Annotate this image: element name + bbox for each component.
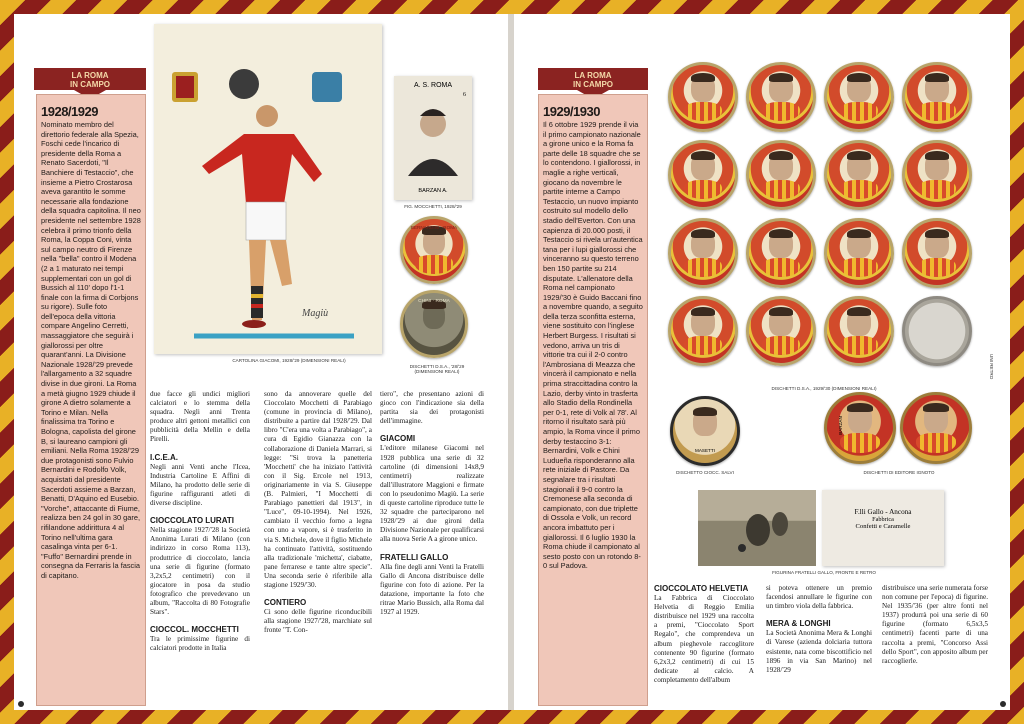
article-column-3	[380, 390, 484, 623]
disc-label: CHINI · ROMA	[418, 299, 450, 304]
dsa-disc	[668, 218, 738, 288]
dsa-disc	[824, 140, 894, 210]
sidebar-text: Il 6 ottobre 1929 prende il via il primo campionato nazionale a girone unico e la Roma fa parte delle 18 squadre che se lo contendono. I giallorossi, in maglie a righe verticali, giocano da novembre le partite interne a Campo Testaccio, un nuovo impianto costruito sul modello dello stadio dell'Everton. Con una capienza di 20.000 posti, il Testaccio si rivela un'autentica tana per i lupi giallorossi che vinceranno su questo terreno ben 150 partite su 214 disputate. L'allenatore della Roma nel campionato 1929/'30 è Guido Baccani fino a novembre quando, a seguito della terza sconfitta esterna, viene sostituito con l'inglese Herbert Burgess. I risultati si vedono, arriva un tris di vittorie tra cui il 2-0 contro l'Ambrosiana di Meazza che vincerà il campionato e nella prima straccittadina contro la Lazio, derby vinto in trasferta allo Stadio della Rondinella per 0-1, rete di Volk al 78'. Al ritorno il risultato sarà più ampio, la Roma vince il primo derby testaccino 3-1: Bernardini, Volk e Chini Ludueña risponderanno alla rete iniziale di Pastore. Da segnalare tra i risultati stagionali il 9-0 contro la Cremonese alla seconda di campionato, con due triplette di Ossola e Volk, un record ancora imbattuto per i giallorossi. Il 6 luglio 1930 la Roma chiude il campionato al sesto posto con un rotondo 8-0 sul Padova.	[543, 120, 643, 571]
section-banner-left	[34, 68, 146, 90]
disc-bernardini	[400, 216, 468, 284]
dsa-disc	[902, 296, 972, 366]
banner-line-2: IN CAMPO	[573, 80, 613, 89]
caption-dischetti-line1: DISCHETTI D.S.A., '28/'29	[409, 364, 465, 369]
banner-line-2: IN CAMPO	[70, 80, 110, 89]
caption-dischetti-dsa: DISCHETTI D.S.A., 1929/'30 (DIMENSIONI REALI)	[771, 386, 877, 391]
heading-lurati: CIOCCOLATO LURATI	[150, 516, 234, 526]
text-premio: si poteva ottenere un premio facendosi annullare le figurine con un timbro viola della fabbrica.	[766, 584, 872, 611]
heading-helvetia: CIOCCOLATO HELVETIA	[654, 584, 749, 593]
disc-ignoto-1	[824, 392, 896, 464]
dsa-disc	[824, 62, 894, 132]
text-icea: Negli anni Venti anche l'Icea, Industria Cartoline E Affini di Milano, ha prodotto delle serie di figurine raffiguranti atleti di diverse discipline.	[150, 462, 250, 508]
dsa-disc	[902, 218, 972, 288]
heading-mera-longhi: MERA & LONGHI	[766, 619, 831, 629]
dsa-disc	[668, 62, 738, 132]
sidebar-text: Nominato membro del direttorio federale alla Spezia, Foschi cede l'incarico di presidente della Roma a Renato Sacerdoti, "Il Banchiere di Testaccio", che insieme a Pietro Crostarosa aveva garantito le somme necessarie alla fondazione della squadra capitolina. Il neo presidente nel settembre 1928 celebra il primo trionfo della Roma, la Coppa Coni, vinta sul campo neutro di Firenze nella "bella" contro il Modena (2 a 1 maturato nei tempi supplementari con un gol di Bussich al 110' dopo l'1-1 finale con la firma di Corbjons su rigore). Sulle foto dell'epoca della vittoria compare Angelino Cerretti, massaggiatore che seguirà i giallorossi per oltre quarant'anni. La Divisione Nazionale 1928/'29 prevede l'allargamento a 32 squadre divise in due gironi. La Roma a metà giugno 1929 chiude il girone A dietro solamente a Torino e Milan. Nella finalissima tra Torino e Bologna, capolista del girone B, si laureano campioni gli emiliani. Nella Roma 1928/'29 due protagonisti sono Fulvio Bernardini e Rodolfo Volk, acquistati dal presidente Sacerdoti assieme a Barzan, Benatti, D'Aquino ed Eusebio. "Vorche", attaccante di Fiume, realizza ben 24 gol in 30 gare, rifilandone addirittura 4 al Torino nell'ultima gara casalinga vinta per 6-1. "Fuffo" Bernardini prende in consegna da Ferraris la fascia di capitano.	[41, 120, 141, 580]
season-year: 1928/1929	[41, 104, 98, 119]
dsa-disc	[746, 218, 816, 288]
banner-line-1: LA ROMA	[71, 71, 109, 80]
player-portrait	[394, 76, 472, 200]
disc-salvi	[670, 396, 740, 466]
back-line-1: F.lli Gallo - Ancona	[854, 508, 912, 516]
heading-icea: I.C.E.A.	[150, 452, 179, 462]
text-giacomi: L'editore milanese Giacomi nel 1928 pubblica una serie di 32 cartoline (di dimensioni 14x8,9 centimetri) realizzate dall'illustratore Maggioni e firmate con lo pseudonimo Magiù. La serie di queste cartoline riproduce tutte le 32 squadre che parteciparono nel 1928/'29 ai due gironi della Divisione Nazionale per qualificarsi alla nuova Serie A a girone unico.	[380, 444, 484, 544]
caption-giacomi: CARTOLINA GIACOMI, 1928/'29 (DIMENSIONI REALI)	[232, 358, 346, 363]
section-banner-right	[538, 68, 648, 90]
disc-label: BARZAN	[837, 416, 843, 435]
text-mocchetti: Tra le primissime figurine di calciatori prodotte in Italia	[150, 635, 250, 653]
dsa-disc	[746, 296, 816, 366]
dsa-disc	[824, 296, 894, 366]
article-column-helvetia	[654, 584, 754, 691]
col2-text: sono da annoverare quelle del Cioccolato Mocchetti di Parabiago (comune in provincia di Milano), distribuite a partire dal 1928/'29. Dal libro "C'era una volta a Parabiago", a cura di Egidio Gianazza con la collaborazione di Daniela Marrari, si legge: "Si trova la panetteria 'Mocchetti' che ha iniziato l'attività con il Sig. Ercole nel 1913, originariamente in via S. Giuseppe (B. Palmieri, "I Mocchetti di Parabiago panettieri dal 1913", in "Luce", 09-10-1994). Nel 1926, cambiato il vecchio forno a legna con uno a vapore, si è trasferito in via S. Michele, dove il figlio Michele ha continuato l'attività, sostituendo alla tradizionale 'michetta', ciabatte, pane ferrarese e tante altre specie". Una seconda serie è riferibile alla stagione 1929/'30.	[264, 390, 372, 589]
dsa-disc	[746, 140, 816, 210]
sidebar-1929-1930	[538, 94, 648, 706]
artist-signature: Magiù	[302, 308, 329, 319]
action-photo	[698, 490, 816, 566]
city-crest-icon	[312, 72, 342, 102]
text-mera-longhi: La Società Anonima Mera & Longhi di Varese (azienda dolciaria tuttora esistente, nata come biscottificio nel 1896 in via San Marino) nel 1928/'29	[766, 629, 872, 674]
dsa-disc	[902, 62, 972, 132]
text-lurati: Nella stagione 1927/'28 la Società Anonima Lurati di Milano (con indirizzo in corso Roma 113), produttrice di cioccolato, lancia una serie di figurine (formato 3,2x5,2 centimetri) con il giocatore in posa da studio fotografico che prevedevano un album, "Raccolta di 80 Fotografie Stars".	[150, 526, 250, 617]
caption-uni-retro: UNI RETRO	[989, 354, 994, 380]
postcard-illustration	[154, 24, 382, 354]
article-column-2	[264, 390, 372, 641]
heading-giacomi: GIACOMI	[380, 434, 416, 444]
caption-dischetti	[394, 364, 480, 374]
dsa-disc	[824, 218, 894, 288]
col3-text: tiero", che presentano azioni di gioco con l'indicazione sia della partita sia dei protagonisti dell'immagine.	[380, 390, 484, 426]
article-column-mera	[766, 584, 872, 681]
left-page	[14, 14, 508, 710]
dsa-disc	[746, 62, 816, 132]
disc-name: MASETTI	[695, 448, 715, 453]
article-column-3	[882, 584, 988, 672]
disc-ignoto-2	[900, 392, 972, 464]
dsa-disc	[668, 296, 738, 366]
heading-gallo: FRATELLI GALLO	[380, 552, 449, 562]
card-header: A. S. ROMA	[413, 82, 453, 89]
text-gallo: Alla fine degli anni Venti la Fratelli Gallo di Ancona distribuisce delle figurine con foto di azione. Per la datazione, importante la foto che ritrae Mario Bussich, alla Roma dal 1927 al 1929.	[380, 562, 484, 617]
disc-label: BERNARDINI · ROMA	[410, 225, 458, 230]
page-marker-left	[18, 701, 24, 707]
caption-ignoto: DISCHETTI DI EDITORE IGNOTO	[863, 470, 935, 475]
caption-mocchetti: FIG. MOCCHETTI, 1928/'29	[404, 204, 462, 209]
sidebar-1928-1929	[36, 94, 146, 706]
col1-intro: due facce gli undici migliori calciatori e lo stemma della squadra. Negli anni Trenta produce altri gettoni metallici con pubblicità della Mellin e della Pirelli.	[150, 390, 250, 444]
page-marker-right	[1000, 701, 1006, 707]
caption-dischetti-line2: (DIMENSIONI REALI)	[414, 369, 460, 374]
gallo-figurine-back	[822, 490, 944, 566]
gallo-figurine-front	[698, 490, 816, 566]
right-page	[514, 14, 1010, 710]
mocchetti-card	[394, 76, 472, 200]
disc-chini	[400, 290, 468, 358]
dsa-disc	[668, 140, 738, 210]
card-player-name: BARZAN A.	[418, 188, 448, 194]
text-contiero: Ci sono delle figurine riconducibili alla stagione 1927/'28, marchiate sul fronte "T. Con-	[264, 608, 372, 635]
card-number: 6	[463, 92, 466, 98]
back-line-3: Confetti e Caramelle	[855, 523, 911, 530]
heading-mocchetti: CIOCCOL. MOCCHETTI	[150, 625, 239, 635]
giacomi-postcard	[154, 24, 382, 354]
season-year: 1929/1930	[543, 104, 600, 119]
caption-salvi: DISCHETTO CIOCC. SALVI	[676, 470, 734, 475]
back-line-2: Fabbrica	[872, 516, 894, 523]
banner-line-1: LA ROMA	[574, 71, 612, 80]
article-column-1	[150, 390, 250, 659]
text-helvetia: La Fabbrica di Cioccolato Helvetia di Reggio Emilia distribuisce nel 1929 una raccolta a premi, "Cioccolato Sport Regalo", che comprendeva un album pieghevole raccoglitore contenente 90 figurine (formato 6,2x3,2 centimetri) di cui 15 dedicate al calcio. A completamento dell'album	[654, 594, 754, 684]
football-icon	[229, 69, 259, 99]
text-serie: distribuisce una serie numerata forse non comune per l'epoca) di figurine. Nel 1935/'36 (per altre fonti nel 1937) produrrà poi una serie di 60 figurine (formato 6,5x3,5 centimetri) facenti parte di una raccolta a premi, "Concorso Assi dello Sport", con apposito album per raccoglierle.	[882, 584, 988, 665]
caption-gallo: FIGURINA FRATELLI GALLO, FRONTE E RETRO	[772, 570, 876, 575]
heading-contiero: CONTIERO	[264, 598, 307, 608]
dsa-disc	[902, 140, 972, 210]
